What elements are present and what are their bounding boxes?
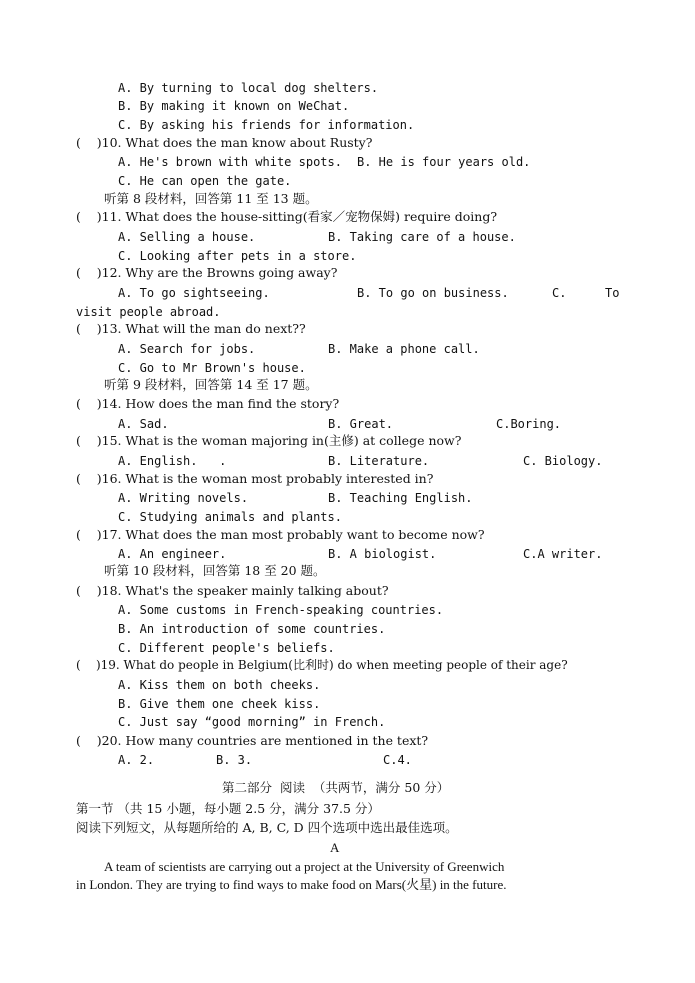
passage-label: A [330, 840, 340, 855]
passage-line-2: in London. They are trying to find ways to make food on Mars(火星) in the future. [76, 877, 507, 892]
question-13: ( )13. What will the man do next?? [76, 321, 306, 336]
option-10b: B. He is four years old. [357, 155, 531, 169]
option-18b: B. An introduction of some countries. [118, 622, 386, 636]
option-14b: B. Great. [328, 417, 394, 431]
option-12c-letter: C. [552, 286, 567, 300]
option-9a: A. By turning to local dog shelters. [118, 81, 379, 95]
option-19c: C. Just say “good morning” in French. [118, 715, 386, 729]
question-18: ( )18. What's the speaker mainly talking about? [76, 583, 389, 598]
option-16a: A. Writing novels. [118, 491, 249, 505]
option-11a: A. Selling a house. [118, 230, 256, 244]
section-one-title: 第一节 （共 15 小题，每小题 2.5 分，满分 37.5 分） [76, 801, 380, 816]
option-13b: B. Make a phone call. [328, 342, 480, 356]
question-15: ( )15. What is the woman majoring in(主修) at college now? [76, 433, 462, 448]
question-16: ( )16. What is the woman most probably interested in? [76, 471, 434, 486]
section-heading-9: 听第 9 段材料，回答第 14 至 17 题。 [104, 377, 318, 392]
reading-instructions: 阅读下列短文，从每题所给的 A, B, C, D 四个选项中选出最佳选项。 [76, 820, 458, 835]
option-15c: C. Biology. [523, 454, 603, 468]
option-15a: A. English. . [118, 454, 227, 468]
option-20b: B. 3. [216, 753, 253, 767]
option-11c: C. Looking after pets in a store. [118, 249, 357, 263]
question-11: ( )11. What does the house-sitting(看家／宠物保姆) require doing? [76, 209, 498, 224]
option-17a: A. An engineer. [118, 547, 227, 561]
option-10c: C. He can open the gate. [118, 174, 292, 188]
option-13a: A. Search for jobs. [118, 342, 256, 356]
question-19: ( )19. What do people in Belgium(比利时) do when meeting people of their age? [76, 658, 568, 672]
question-14: ( )14. How does the man find the story? [76, 396, 340, 411]
question-10: ( )10. What does the man know about Rusty? [76, 135, 373, 150]
option-12b: B. To go on business. [357, 286, 509, 300]
option-19b: B. Give them one cheek kiss. [118, 697, 321, 711]
option-10a: A. He's brown with white spots. [118, 155, 342, 169]
option-17c: C.A writer. [523, 547, 603, 561]
option-19a: A. Kiss them on both cheeks. [118, 678, 321, 692]
option-9b: B. By making it known on WeChat. [118, 99, 350, 113]
option-14c: C.Boring. [496, 417, 562, 431]
option-12a: A. To go sightseeing. [118, 286, 270, 300]
passage-line-1: A team of scientists are carrying out a project at the University of Greenwich [104, 859, 505, 874]
option-14a: A. Sad. [118, 417, 169, 431]
option-16b: B. Teaching English. [328, 491, 473, 505]
section-heading-8: 听第 8 段材料，回答第 11 至 13 题。 [104, 191, 318, 206]
section-heading-10: 听第 10 段材料，回答第 18 至 20 题。 [104, 563, 326, 578]
question-20: ( )20. How many countries are mentioned in the text? [76, 733, 429, 748]
option-18a: A. Some customs in French-speaking countries. [118, 603, 444, 617]
option-12c-start: To [605, 286, 620, 300]
question-17: ( )17. What does the man most probably want to become now? [76, 527, 485, 542]
option-9c: C. By asking his friends for information. [118, 118, 415, 132]
option-20c: C.4. [383, 753, 412, 767]
option-16c: C. Studying animals and plants. [118, 510, 342, 524]
option-15b: B. Literature. [328, 454, 430, 468]
option-13c: C. Go to Mr Brown's house. [118, 361, 306, 375]
option-18c: C. Different people's beliefs. [118, 641, 335, 655]
question-12: ( )12. Why are the Browns going away? [76, 265, 338, 280]
option-12c-end: visit people abroad. [76, 305, 221, 319]
option-20a: A. 2. [118, 753, 155, 767]
option-17b: B. A biologist. [328, 547, 437, 561]
option-11b: B. Taking care of a house. [328, 230, 516, 244]
part-two-title: 第二部分 阅读 （共两节，满分 50 分） [222, 780, 450, 795]
